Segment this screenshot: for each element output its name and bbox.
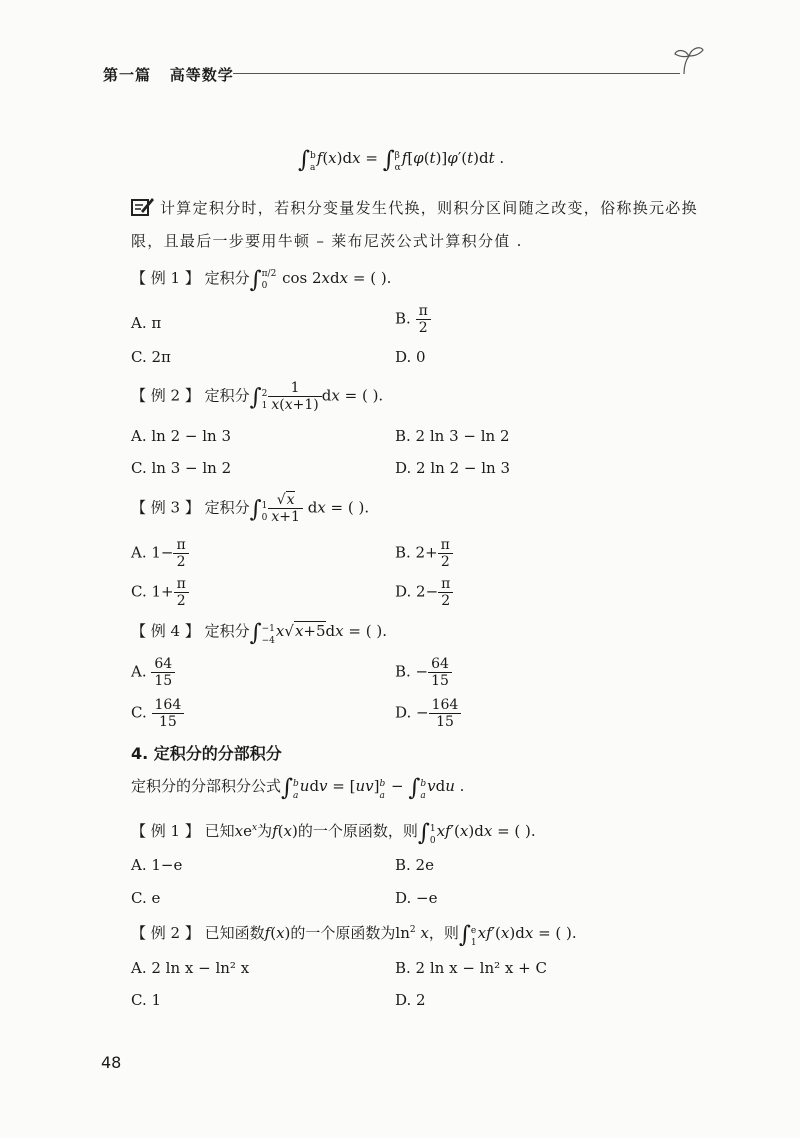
example-2-question: 【 例 2 】 定积分∫2 1 $\frac{1}{x(x+1)}$ dx = ( ).	[131, 380, 384, 413]
ex2-option-b: B. 2 ln 3 − ln 2	[395, 427, 510, 445]
ex2-option-d: D. 2 ln 2 − ln 3	[395, 459, 510, 477]
integration-by-parts-formula: 定积分的分部积分公式∫b audv = [uv]b a − ∫b avdu .	[131, 775, 465, 801]
ex5-option-d: D. −e	[395, 889, 438, 907]
ex5-option-b: B. 2e	[395, 856, 434, 874]
ex1-option-b: B. $\frac{\pi}{2}$	[395, 303, 431, 336]
example-1-question: 【 例 1 】 定积分∫π/2 0 cos 2xdx = ( ).	[131, 267, 392, 293]
ex4-option-c: C. $\frac{164}{15}$	[131, 697, 184, 730]
ex5-option-c: C. e	[131, 889, 161, 907]
ex2-option-a: A. ln 2 − ln 3	[131, 427, 232, 445]
ex3-option-d: D. 2− $\frac{\pi}{2}$	[395, 576, 453, 609]
ex1-option-a: A. π	[131, 314, 162, 332]
header-rule	[233, 73, 680, 74]
chapter-header	[103, 64, 234, 85]
ex3-option-b: B. 2+ $\frac{\pi}{2}$	[395, 537, 453, 570]
note-pencil-icon	[131, 195, 155, 217]
example-5-question: 【 例 1 】 已知$xe^x$为f(x)的一个原函数，则∫1 0xf′(x)dx = ( ).	[131, 820, 536, 846]
section-title: 4. 定积分的分部积分	[131, 744, 282, 763]
subject-label: 高等数学	[169, 66, 234, 84]
note-line-2: 限，且最后一步要用牛顿 – 莱布尼茨公式计算积分值 .	[131, 232, 523, 250]
ex2-option-c: C. ln 3 − ln 2	[131, 459, 232, 477]
ex6-option-c: C. 1	[131, 991, 162, 1009]
example-3-question: 【 例 3 】 定积分∫1 0 $\frac{√x}{x+1}$ dx = ( ).	[131, 492, 370, 525]
page-number: 48	[101, 1053, 122, 1072]
ex4-option-d: D. − $\frac{164}{15}$	[395, 697, 461, 730]
ex4-option-b: B. − $\frac{64}{15}$	[395, 656, 452, 689]
example-6-question: 【 例 2 】 已知函数f(x)的一个原函数为$\ln^2 x$，则∫e 1xf′(x)dx = ( ).	[131, 922, 577, 948]
ex3-option-a: A. 1− $\frac{\pi}{2}$	[131, 537, 189, 570]
sprout-icon	[672, 44, 706, 76]
ex1-option-c: C. 2π	[131, 348, 171, 366]
ex5-option-a: A. 1−e	[131, 856, 183, 874]
example-4-question: 【 例 4 】 定积分∫−1 −4x√x+5dx = ( ).	[131, 620, 387, 646]
ex6-option-d: D. 2	[395, 991, 426, 1009]
ex3-option-c: C. 1+ $\frac{\pi}{2}$	[131, 576, 189, 609]
substitution-formula: ∫b af(x)dx = ∫β αf[φ(t)]φ′(t)dt .	[298, 147, 505, 173]
part-label: 第一篇	[103, 66, 152, 84]
ex1-option-d: D. 0	[395, 348, 426, 366]
ex6-option-a: A. 2 ln x − ln² x	[131, 959, 250, 977]
note-line-1: 计算定积分时，若积分变量发生代换，则积分区间随之改变，俗称换元必换	[160, 199, 698, 217]
ex6-option-b: B. 2 ln x − ln² x + C	[395, 959, 547, 977]
ex4-option-a: A. $\frac{64}{15}$	[131, 656, 175, 689]
